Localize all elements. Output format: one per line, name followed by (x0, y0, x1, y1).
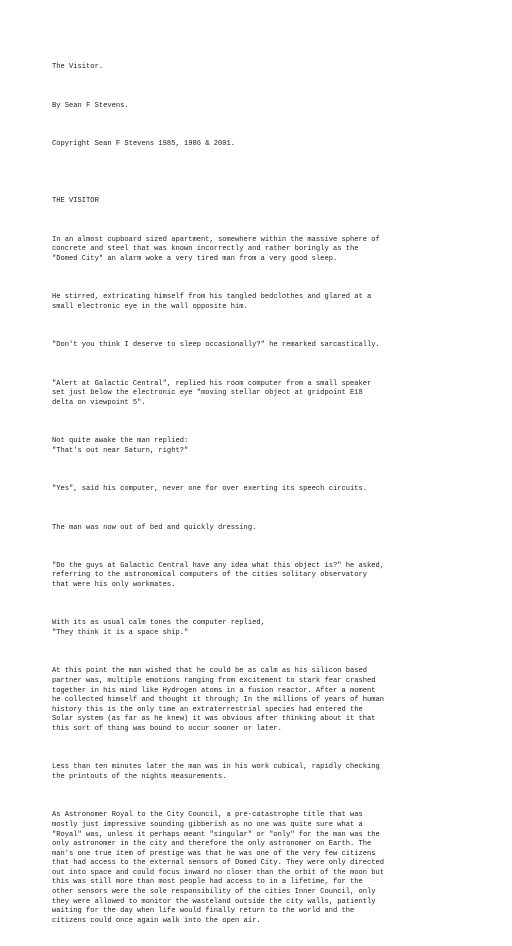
document-copyright: Copyright Sean F Stevens 1985, 1986 & 2001. (52, 139, 236, 148)
paragraph-3: "Don't you think I deserve to sleep occasionally?" he remarked sarcastically. (52, 341, 380, 350)
story-heading: THE VISITOR (52, 197, 99, 206)
document-title: The Visitor. (52, 63, 104, 72)
paragraph-2: He stirred, extricating himself from his tangled bedclothes and glared at a small electronic eye in the wall opposite him. (52, 293, 372, 311)
paragraph-4: "Alert at Galactic Central", replied his room computer from a small speaker set just below the electronic eye "moving stellar object at gridpoint E18 delta on viewpoint 5". (52, 379, 372, 407)
paragraph-5: Not quite awake the man replied: "That's out near Saturn, right?" (52, 437, 189, 455)
paragraph-10: At this point the man wished that he could be as calm as his silicon based partner was, multiple emotions ranging from excitement to stark fear crashed together in his mind like Hydrogen atoms in a fusion reactor. After a moment he collected himself and thought it through; In the millions of years of human history this is the only time an extraterrestrial species had entered the Solar system (as far as he knew) it was obvious after thinking about it that this sort of thing was bound to occur sooner or later. (52, 667, 385, 733)
paragraph-9: With its as usual calm tones the computer replied, "They think it is a space ship." (52, 619, 265, 638)
paragraph-11: Less than ten minutes later the man was in his work cubical, rapidly checking the printouts of the nights measurements. (52, 763, 380, 781)
paragraph-12: As Astronomer Royal to the City Council, a pre-catastrophe title that was mostly just impressive sounding gibberish as no one was quite sure what a "Royal" was, unless it perhaps meant "singular" or "only" for the man was the only astronomer in the city and therefore the only astronomer on Earth. The man's one true item of prestige was that he was one of the very few citizens that had access to the external sensors of Domed City. They were only directed out into space and could focus inward no closer than the orbit of the moon but this was still more than most people had access to in a lifetime, for the other sensors were the sole responsibility of the cities Inner Council, only they were allowed to monitor the wasteland outside the city walls, patiently waiting for the day when life would finally return to the world and the citizens could once again walk into the open air. (52, 811, 385, 925)
document-byline: By Sean F Stevens. (52, 101, 129, 110)
paragraph-1: In an almost cupboard sized apartment, somewhere within the massive sphere of concrete and steel that was known incorrectly and rather boringly as the "Domed City" an alarm woke a very tired man from a very good sleep. (52, 235, 380, 263)
paragraph-7: The man was now out of bed and quickly dressing. (52, 523, 257, 532)
document-page (52, 44, 472, 946)
paragraph-6: "Yes", said his computer, never one for over exerting its speech circuits. (52, 485, 368, 494)
paragraph-8: "Do the guys at Galactic Central have any idea what this object is?" he asked, referring to the astronomical computers of the cities solitary observatory that were his only workmates. (52, 561, 385, 590)
